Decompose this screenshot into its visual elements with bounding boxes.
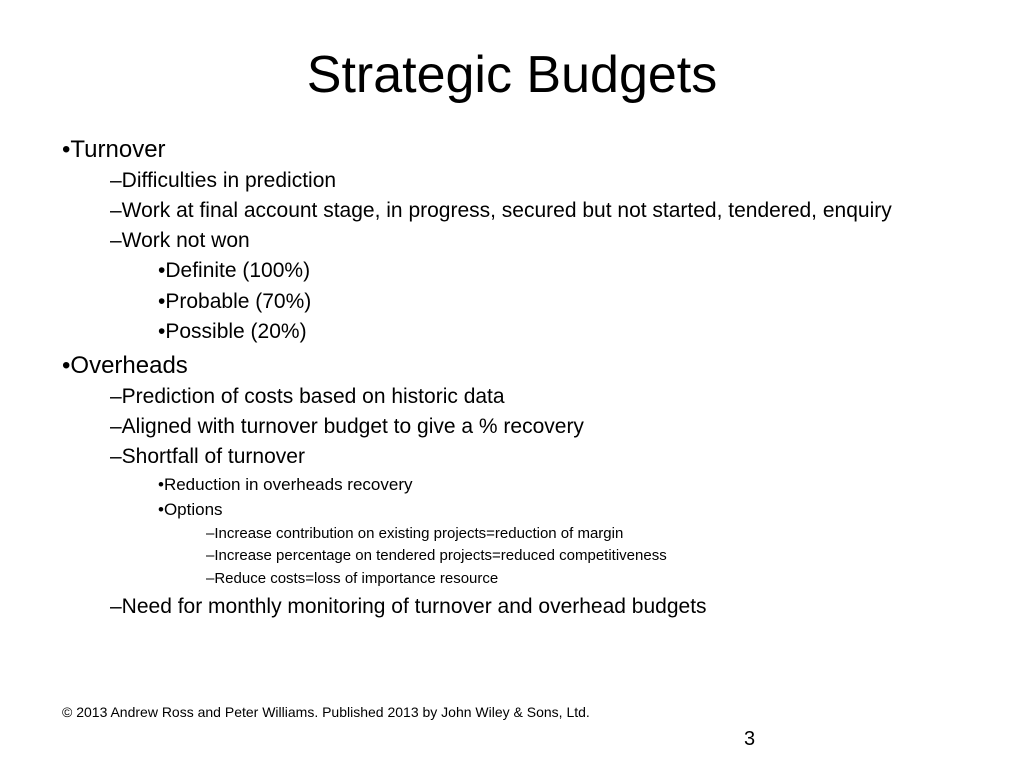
option-contribution: –Increase contribution on existing projects=reduction of margin xyxy=(206,524,624,542)
sub-bullet-work-not-won: –Work not won xyxy=(110,229,250,252)
page-number: 3 xyxy=(744,728,756,750)
sub-bullet-aligned: –Aligned with turnover budget to give a % recovery xyxy=(110,414,584,438)
bullet-reduction-overheads: •Reduction in overheads recovery xyxy=(158,474,413,494)
option-percentage: –Increase percentage on tendered projects=reduced competitiveness xyxy=(206,547,667,564)
sub-bullet-work-stage: –Work at final account stage, in progress, secured but not started, tendered, enquiry xyxy=(110,199,892,222)
sub-bullet-monitoring: –Need for monthly monitoring of turnover and overhead budgets xyxy=(110,595,707,618)
slide-title: Strategic Budgets xyxy=(306,46,718,104)
bullet-possible: •Possible (20%) xyxy=(158,320,307,343)
bullet-probable: •Probable (70%) xyxy=(158,289,312,313)
bullet-options: •Options xyxy=(158,500,223,519)
bullet-definite: •Definite (100%) xyxy=(158,259,311,282)
copyright-footer: © 2013 Andrew Ross and Peter Williams. Published 2013 by John Wiley & Sons, Ltd. xyxy=(62,704,590,720)
bullet-overheads: •Overheads xyxy=(62,351,188,379)
option-reduce-costs: –Reduce costs=loss of importance resource xyxy=(206,569,499,587)
sub-bullet-difficulties: –Difficulties in prediction xyxy=(110,169,337,192)
bullet-turnover: •Turnover xyxy=(62,136,166,163)
sub-bullet-shortfall: –Shortfall of turnover xyxy=(110,444,305,468)
bullet-list xyxy=(62,132,942,622)
sub-bullet-prediction-costs: –Prediction of costs based on historic data xyxy=(110,384,505,408)
